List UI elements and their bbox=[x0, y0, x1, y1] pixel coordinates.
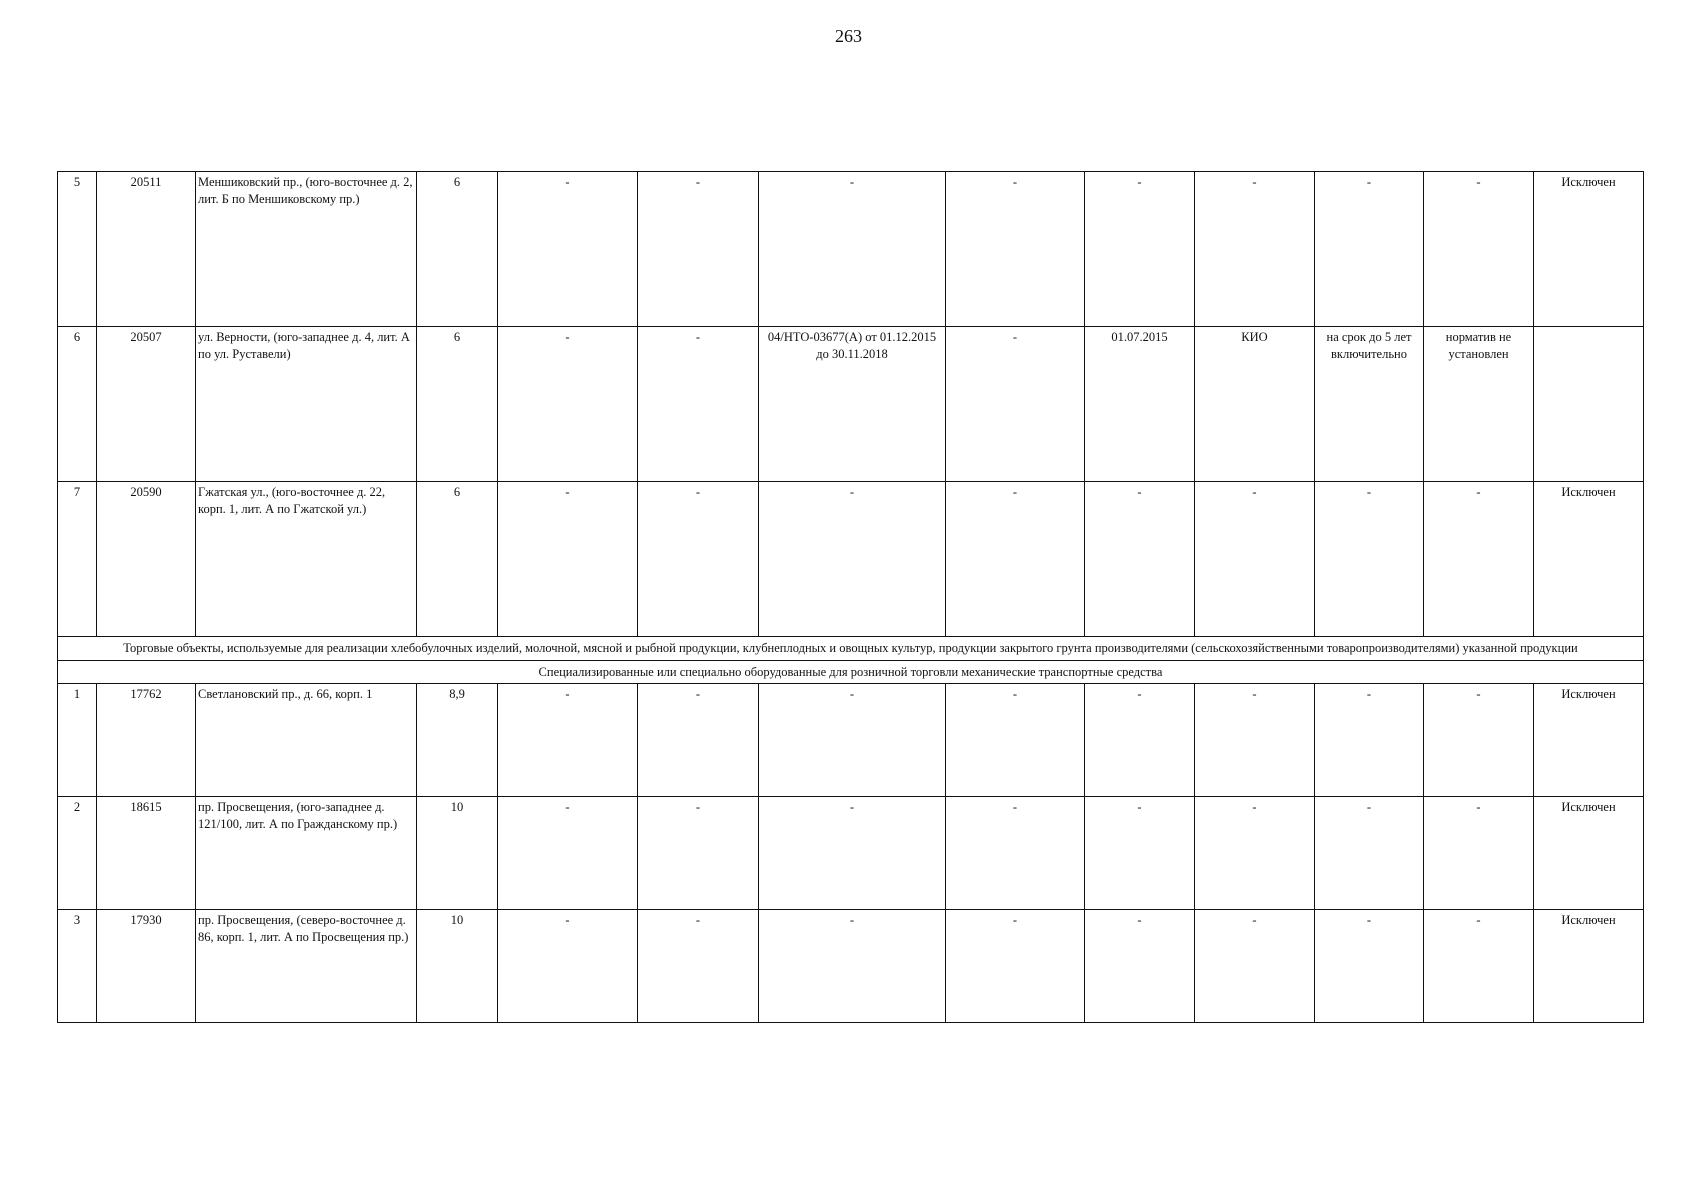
cell-norm: - bbox=[1424, 797, 1534, 910]
registry-table bbox=[57, 171, 1644, 1023]
cell-col5: - bbox=[498, 327, 638, 482]
object-area: 10 bbox=[417, 910, 498, 1023]
object-address: Светлановский пр., д. 66, корп. 1 bbox=[196, 684, 417, 797]
cell-col8: - bbox=[946, 797, 1085, 910]
table-row bbox=[58, 172, 1644, 327]
cell-authority: - bbox=[1195, 684, 1315, 797]
cell-date: - bbox=[1085, 482, 1195, 637]
row-number: 7 bbox=[58, 482, 97, 637]
cell-term: на срок до 5 лет включительно bbox=[1315, 327, 1424, 482]
row-number: 3 bbox=[58, 910, 97, 1023]
cell-contract: - bbox=[759, 797, 946, 910]
subsection-heading-row bbox=[58, 660, 1644, 684]
cell-norm: - bbox=[1424, 482, 1534, 637]
object-id: 20507 bbox=[97, 327, 196, 482]
cell-contract: - bbox=[759, 482, 946, 637]
object-id: 18615 bbox=[97, 797, 196, 910]
cell-term: - bbox=[1315, 482, 1424, 637]
cell-authority: - bbox=[1195, 910, 1315, 1023]
table-row bbox=[58, 327, 1644, 482]
object-address: ул. Верности, (юго-западнее д. 4, лит. А по ул. Руставели) bbox=[196, 327, 417, 482]
object-address: Меншиковский пр., (юго-восточнее д. 2, лит. Б по Меншиковскому пр.) bbox=[196, 172, 417, 327]
cell-col6: - bbox=[638, 172, 759, 327]
section-heading: Торговые объекты, используемые для реализации хлебобулочных изделий, молочной, мясной и рыбной продукции, клубнеплодных и овощных культур, продукции закрытого грунта производителями (сельскохозяйственными товаропроизводителями) указанной продукции bbox=[58, 637, 1644, 661]
cell-col5: - bbox=[498, 910, 638, 1023]
object-id: 17930 bbox=[97, 910, 196, 1023]
object-address: Гжатская ул., (юго-восточнее д. 22, корп. 1, лит. А по Гжатской ул.) bbox=[196, 482, 417, 637]
cell-col8: - bbox=[946, 910, 1085, 1023]
object-area: 10 bbox=[417, 797, 498, 910]
cell-status: Исключен bbox=[1534, 910, 1644, 1023]
cell-col6: - bbox=[638, 910, 759, 1023]
cell-contract: - bbox=[759, 910, 946, 1023]
cell-authority: - bbox=[1195, 797, 1315, 910]
cell-col6: - bbox=[638, 797, 759, 910]
cell-status: Исключен bbox=[1534, 482, 1644, 637]
table-row bbox=[58, 684, 1644, 797]
cell-status: Исключен bbox=[1534, 172, 1644, 327]
page-number: 263 bbox=[835, 26, 862, 46]
cell-date: - bbox=[1085, 797, 1195, 910]
cell-authority: КИО bbox=[1195, 327, 1315, 482]
object-area: 6 bbox=[417, 172, 498, 327]
object-area: 6 bbox=[417, 327, 498, 482]
cell-status bbox=[1534, 327, 1644, 482]
cell-norm: норматив не установлен bbox=[1424, 327, 1534, 482]
cell-authority: - bbox=[1195, 482, 1315, 637]
object-id: 17762 bbox=[97, 684, 196, 797]
object-id: 20590 bbox=[97, 482, 196, 637]
cell-norm: - bbox=[1424, 910, 1534, 1023]
row-number: 5 bbox=[58, 172, 97, 327]
cell-date: 01.07.2015 bbox=[1085, 327, 1195, 482]
section-heading-row bbox=[58, 637, 1644, 661]
row-number: 6 bbox=[58, 327, 97, 482]
table-row bbox=[58, 910, 1644, 1023]
cell-col6: - bbox=[638, 482, 759, 637]
cell-contract: 04/НТО-03677(А) от 01.12.2015 до 30.11.2018 bbox=[759, 327, 946, 482]
object-address: пр. Просвещения, (юго-западнее д. 121/100, лит. А по Гражданскому пр.) bbox=[196, 797, 417, 910]
cell-col5: - bbox=[498, 684, 638, 797]
cell-term: - bbox=[1315, 910, 1424, 1023]
object-area: 6 bbox=[417, 482, 498, 637]
cell-col8: - bbox=[946, 327, 1085, 482]
cell-col6: - bbox=[638, 684, 759, 797]
cell-term: - bbox=[1315, 797, 1424, 910]
cell-status: Исключен bbox=[1534, 684, 1644, 797]
cell-col5: - bbox=[498, 172, 638, 327]
cell-date: - bbox=[1085, 910, 1195, 1023]
cell-term: - bbox=[1315, 684, 1424, 797]
cell-norm: - bbox=[1424, 684, 1534, 797]
cell-col5: - bbox=[498, 482, 638, 637]
cell-norm: - bbox=[1424, 172, 1534, 327]
cell-status: Исключен bbox=[1534, 797, 1644, 910]
cell-date: - bbox=[1085, 684, 1195, 797]
object-area: 8,9 bbox=[417, 684, 498, 797]
row-number: 1 bbox=[58, 684, 97, 797]
cell-col8: - bbox=[946, 482, 1085, 637]
subsection-heading: Специализированные или специально оборудованные для розничной торговли механические транспортные средства bbox=[58, 660, 1644, 684]
cell-col8: - bbox=[946, 172, 1085, 327]
cell-date: - bbox=[1085, 172, 1195, 327]
cell-contract: - bbox=[759, 172, 946, 327]
cell-authority: - bbox=[1195, 172, 1315, 327]
cell-col8: - bbox=[946, 684, 1085, 797]
object-address: пр. Просвещения, (северо-восточнее д. 86, корп. 1, лит. А по Просвещения пр.) bbox=[196, 910, 417, 1023]
cell-contract: - bbox=[759, 684, 946, 797]
object-id: 20511 bbox=[97, 172, 196, 327]
cell-col6: - bbox=[638, 327, 759, 482]
table-row bbox=[58, 797, 1644, 910]
cell-col5: - bbox=[498, 797, 638, 910]
table-row bbox=[58, 482, 1644, 637]
cell-term: - bbox=[1315, 172, 1424, 327]
row-number: 2 bbox=[58, 797, 97, 910]
